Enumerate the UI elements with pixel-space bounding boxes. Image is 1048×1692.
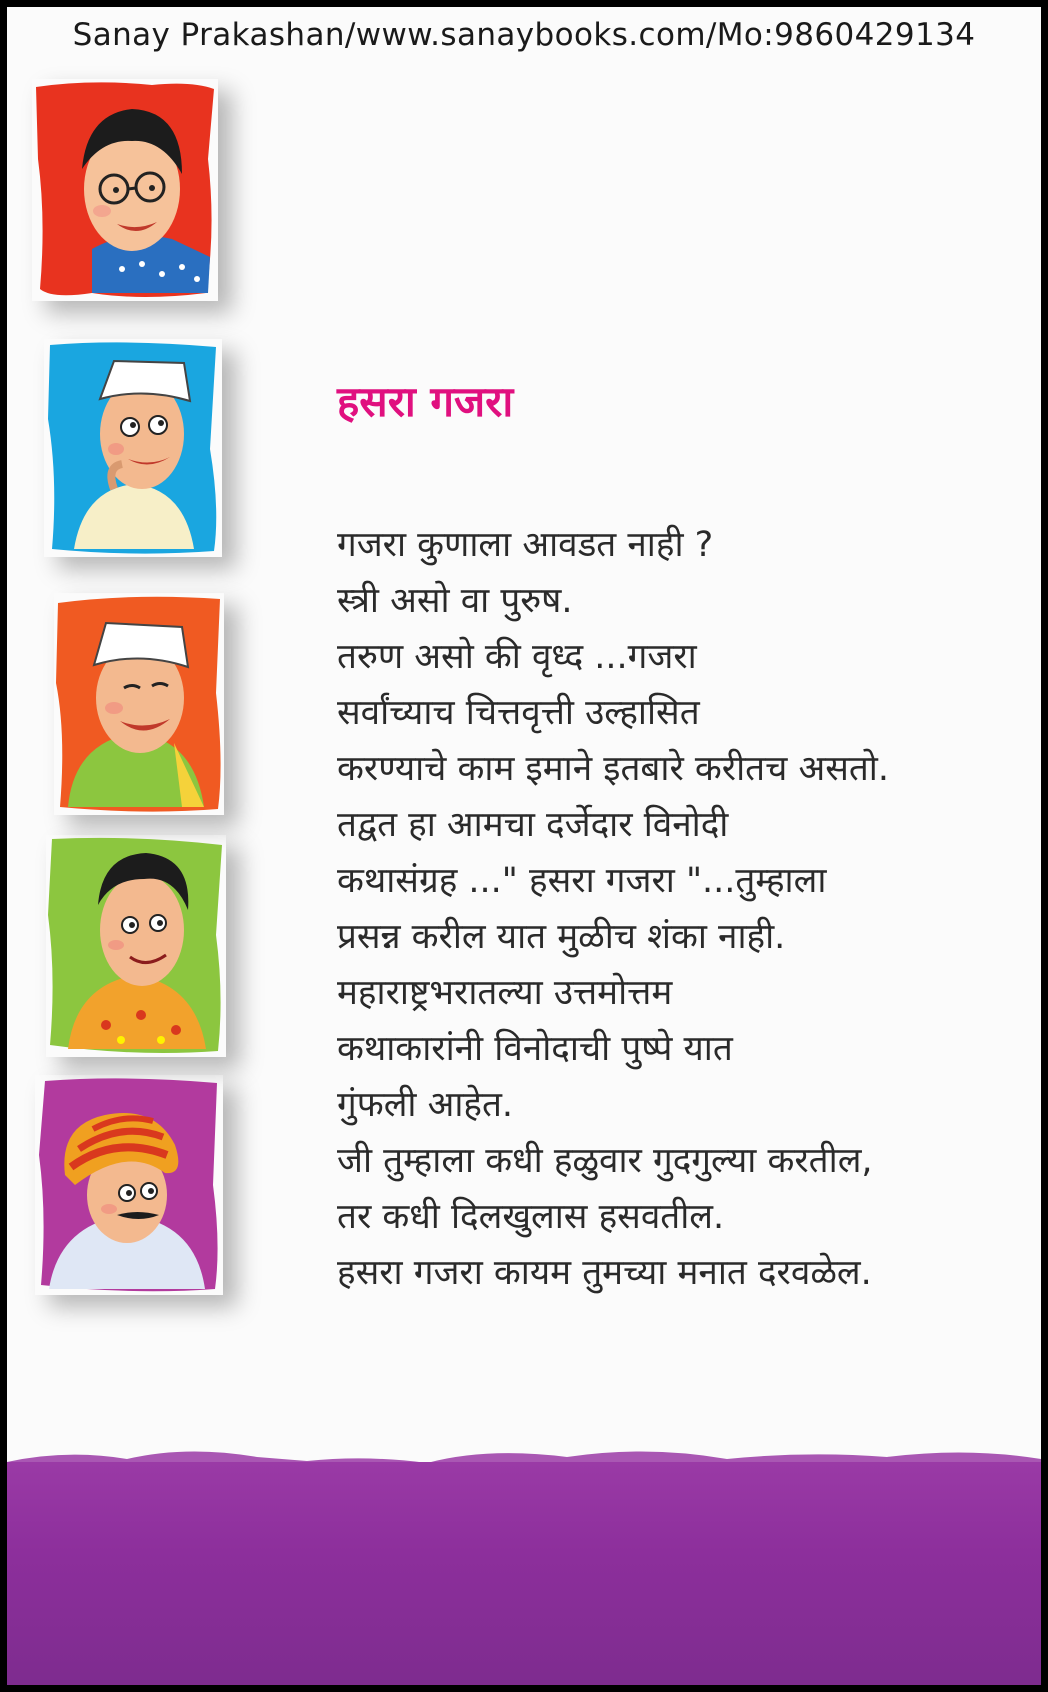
blurb-text bbox=[337, 517, 889, 1301]
portrait-man-glasses-illustration bbox=[32, 79, 218, 301]
blurb-line: गुंफली आहेत. bbox=[337, 1085, 514, 1125]
portrait-young-man bbox=[46, 835, 226, 1057]
publisher-header: Sanay Prakashan/www.sanaybooks.com/Mo:9860429134 bbox=[72, 17, 976, 53]
blurb-line: हसरा गजरा कायम तुमच्या मनात दरवळेल. bbox=[337, 1253, 872, 1293]
book-back-cover bbox=[7, 7, 1041, 1685]
portrait-man-gandhi-cap-illustration bbox=[44, 339, 222, 557]
portrait-young-man-illustration bbox=[46, 835, 226, 1057]
book-title: हसरा गजरा bbox=[337, 377, 514, 426]
blurb-line: कथासंग्रह ..." हसरा गजरा "...तुम्हाला bbox=[337, 861, 827, 901]
portrait-man-turban-illustration bbox=[35, 1075, 223, 1295]
blurb-line: करण्याचे काम इमाने इतबारे करीतच असतो. bbox=[337, 749, 889, 789]
blurb-line: तरुण असो की वृध्द ...गजरा bbox=[337, 637, 697, 677]
blurb-line: सर्वांच्याच चित्तवृत्ती उल्हासित bbox=[337, 693, 700, 733]
blurb-line: जी तुम्हाला कधी हळुवार गुदगुल्या करतील, bbox=[337, 1141, 873, 1181]
portrait-man-turban bbox=[35, 1075, 223, 1295]
blurb-line: गजरा कुणाला आवडत नाही ? bbox=[337, 525, 714, 565]
blurb-line: तर कधी दिलखुलास हसवतील. bbox=[337, 1197, 725, 1237]
portrait-man-gandhi-cap bbox=[44, 339, 222, 557]
blurb-line: कथाकारांनी विनोदाची पुष्पे यात bbox=[337, 1029, 733, 1069]
portrait-man-gandhi-cap-smiling-illustration bbox=[54, 593, 224, 815]
blurb-line: स्त्री असो वा पुरुष. bbox=[337, 581, 573, 621]
portrait-man-gandhi-cap-smiling bbox=[54, 593, 224, 815]
portrait-man-glasses bbox=[32, 79, 218, 301]
blurb-line: प्रसन्न करील यात मुळीच शंका नाही. bbox=[337, 917, 786, 957]
blurb-line: तद्वत हा आमचा दर्जेदार विनोदी bbox=[337, 805, 729, 845]
purple-footer-band bbox=[7, 1462, 1041, 1685]
blurb-line: महाराष्ट्रभरातल्या उत्तमोत्तम bbox=[337, 973, 673, 1013]
